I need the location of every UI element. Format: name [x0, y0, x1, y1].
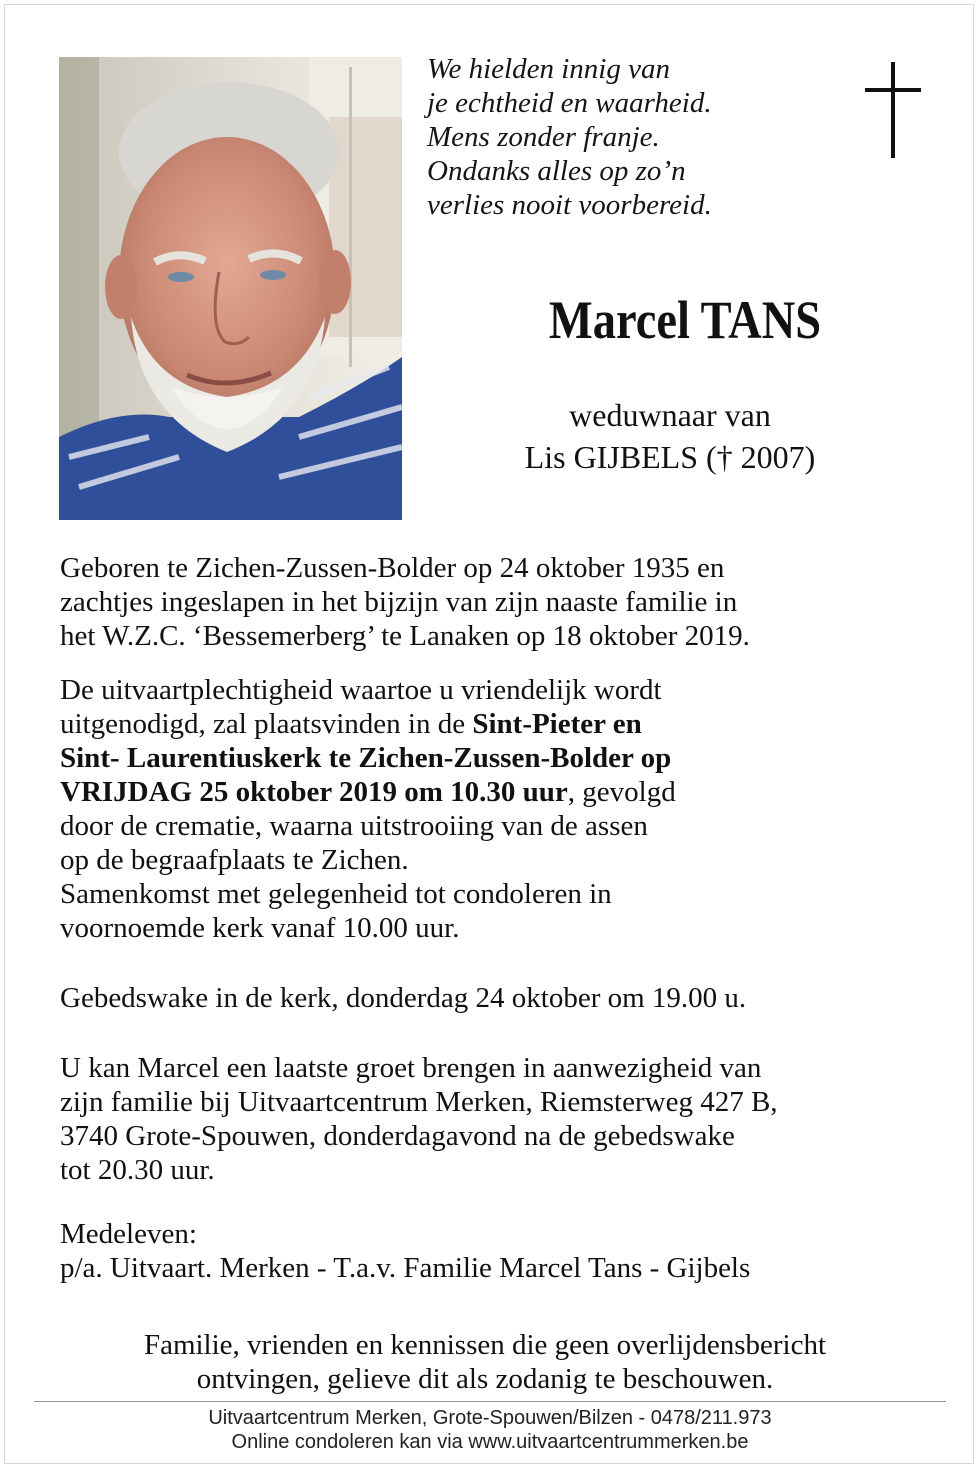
condolence-address: p/a. Uitvaart. Merken - T.a.v. Familie Marcel Tans - Gijbels — [60, 1252, 751, 1284]
paragraph-line: Samenkomst met gelegenheid tot condoleren in — [60, 878, 612, 910]
footer-divider — [34, 1401, 946, 1402]
footer-contact: Uitvaartcentrum Merken, Grote-Spouwen/Bilzen - 0478/211.973 — [208, 1407, 772, 1429]
poem-line: je echtheid en waarheid. — [427, 87, 712, 119]
condolence-label: Medeleven: — [60, 1218, 197, 1250]
closing-line: ontvingen, gelieve dit als zodanig te beschouwen. — [196, 1363, 774, 1395]
paragraph-line: voornoemde kerk vanaf 10.00 uur. — [60, 912, 460, 944]
footer-website: Online condoleren kan via www.uitvaartcentrummerken.be — [231, 1431, 749, 1453]
funeral-date: VRIJDAG 25 oktober 2019 om 10.30 uur — [60, 776, 568, 808]
church-location: Sint- Laurentiuskerk te Zichen-Zussen-Bolder op — [60, 742, 672, 774]
paragraph-line: zijn familie bij Uitvaartcentrum Merken, Riemsterweg 427 B, — [60, 1086, 778, 1118]
poem-line: verlies nooit voorbereid. — [427, 189, 712, 221]
condolence-paragraph — [60, 1217, 950, 1285]
funeral-paragraph — [60, 673, 950, 945]
paragraph-line: De uitvaartplechtigheid waartoe u vriendelijk wordt — [60, 674, 662, 706]
closing-line: Familie, vrienden en kennissen die geen overlijdensbericht — [143, 1329, 827, 1361]
paragraph-line: het W.Z.C. ‘Bessemerberg’ te Lanaken op 18 oktober 2019. — [60, 620, 750, 652]
poem-line: Mens zonder franje. — [427, 121, 660, 153]
paragraph-line: Geboren te Zichen-Zussen-Bolder op 24 oktober 1935 en — [60, 552, 725, 584]
paragraph-line — [60, 741, 950, 775]
vigil-paragraph — [60, 981, 950, 1015]
footer — [30, 1406, 950, 1454]
portrait-image — [59, 57, 402, 520]
paragraph-line: 3740 Grote-Spouwen, donderdagavond na de gebedswake — [60, 1120, 735, 1152]
paragraph-line: tot 20.30 uur. — [60, 1154, 215, 1186]
paragraph-line — [60, 775, 950, 809]
farewell-paragraph — [60, 1051, 950, 1187]
poem — [427, 52, 807, 222]
widow-notice — [470, 394, 870, 478]
poem-line: Ondanks alles op zo’n — [427, 155, 686, 187]
paragraph-line: zachtjes ingeslapen in het bijzijn van zijn naaste familie in — [60, 586, 738, 618]
paragraph-line: door de crematie, waarna uitstrooiing van de assen — [60, 810, 648, 842]
paragraph-text: , gevolgd — [567, 776, 676, 808]
church-name: Sint-Pieter en — [472, 708, 642, 740]
birth-paragraph — [60, 551, 950, 653]
spouse-name: Lis GIJBELS († 2007) — [524, 439, 816, 475]
paragraph-line: Gebedswake in de kerk, donderdag 24 oktober om 19.00 u. — [60, 982, 747, 1014]
announcement-body — [60, 551, 950, 1285]
closing-notice — [30, 1328, 940, 1396]
widow-label: weduwnaar van — [569, 397, 771, 433]
paragraph-line: U kan Marcel een laatste groet brengen in aanwezigheid van — [60, 1052, 762, 1084]
deceased-name: Marcel TANS — [548, 290, 822, 350]
latin-cross-icon — [865, 62, 921, 158]
paragraph-line — [60, 707, 950, 741]
paragraph-text: uitgenodigd, zal plaatsvinden in de — [60, 708, 473, 740]
paragraph-line: op de begraafplaats te Zichen. — [60, 844, 409, 876]
poem-line: We hielden innig van — [427, 53, 670, 85]
portrait-photo — [59, 57, 402, 520]
